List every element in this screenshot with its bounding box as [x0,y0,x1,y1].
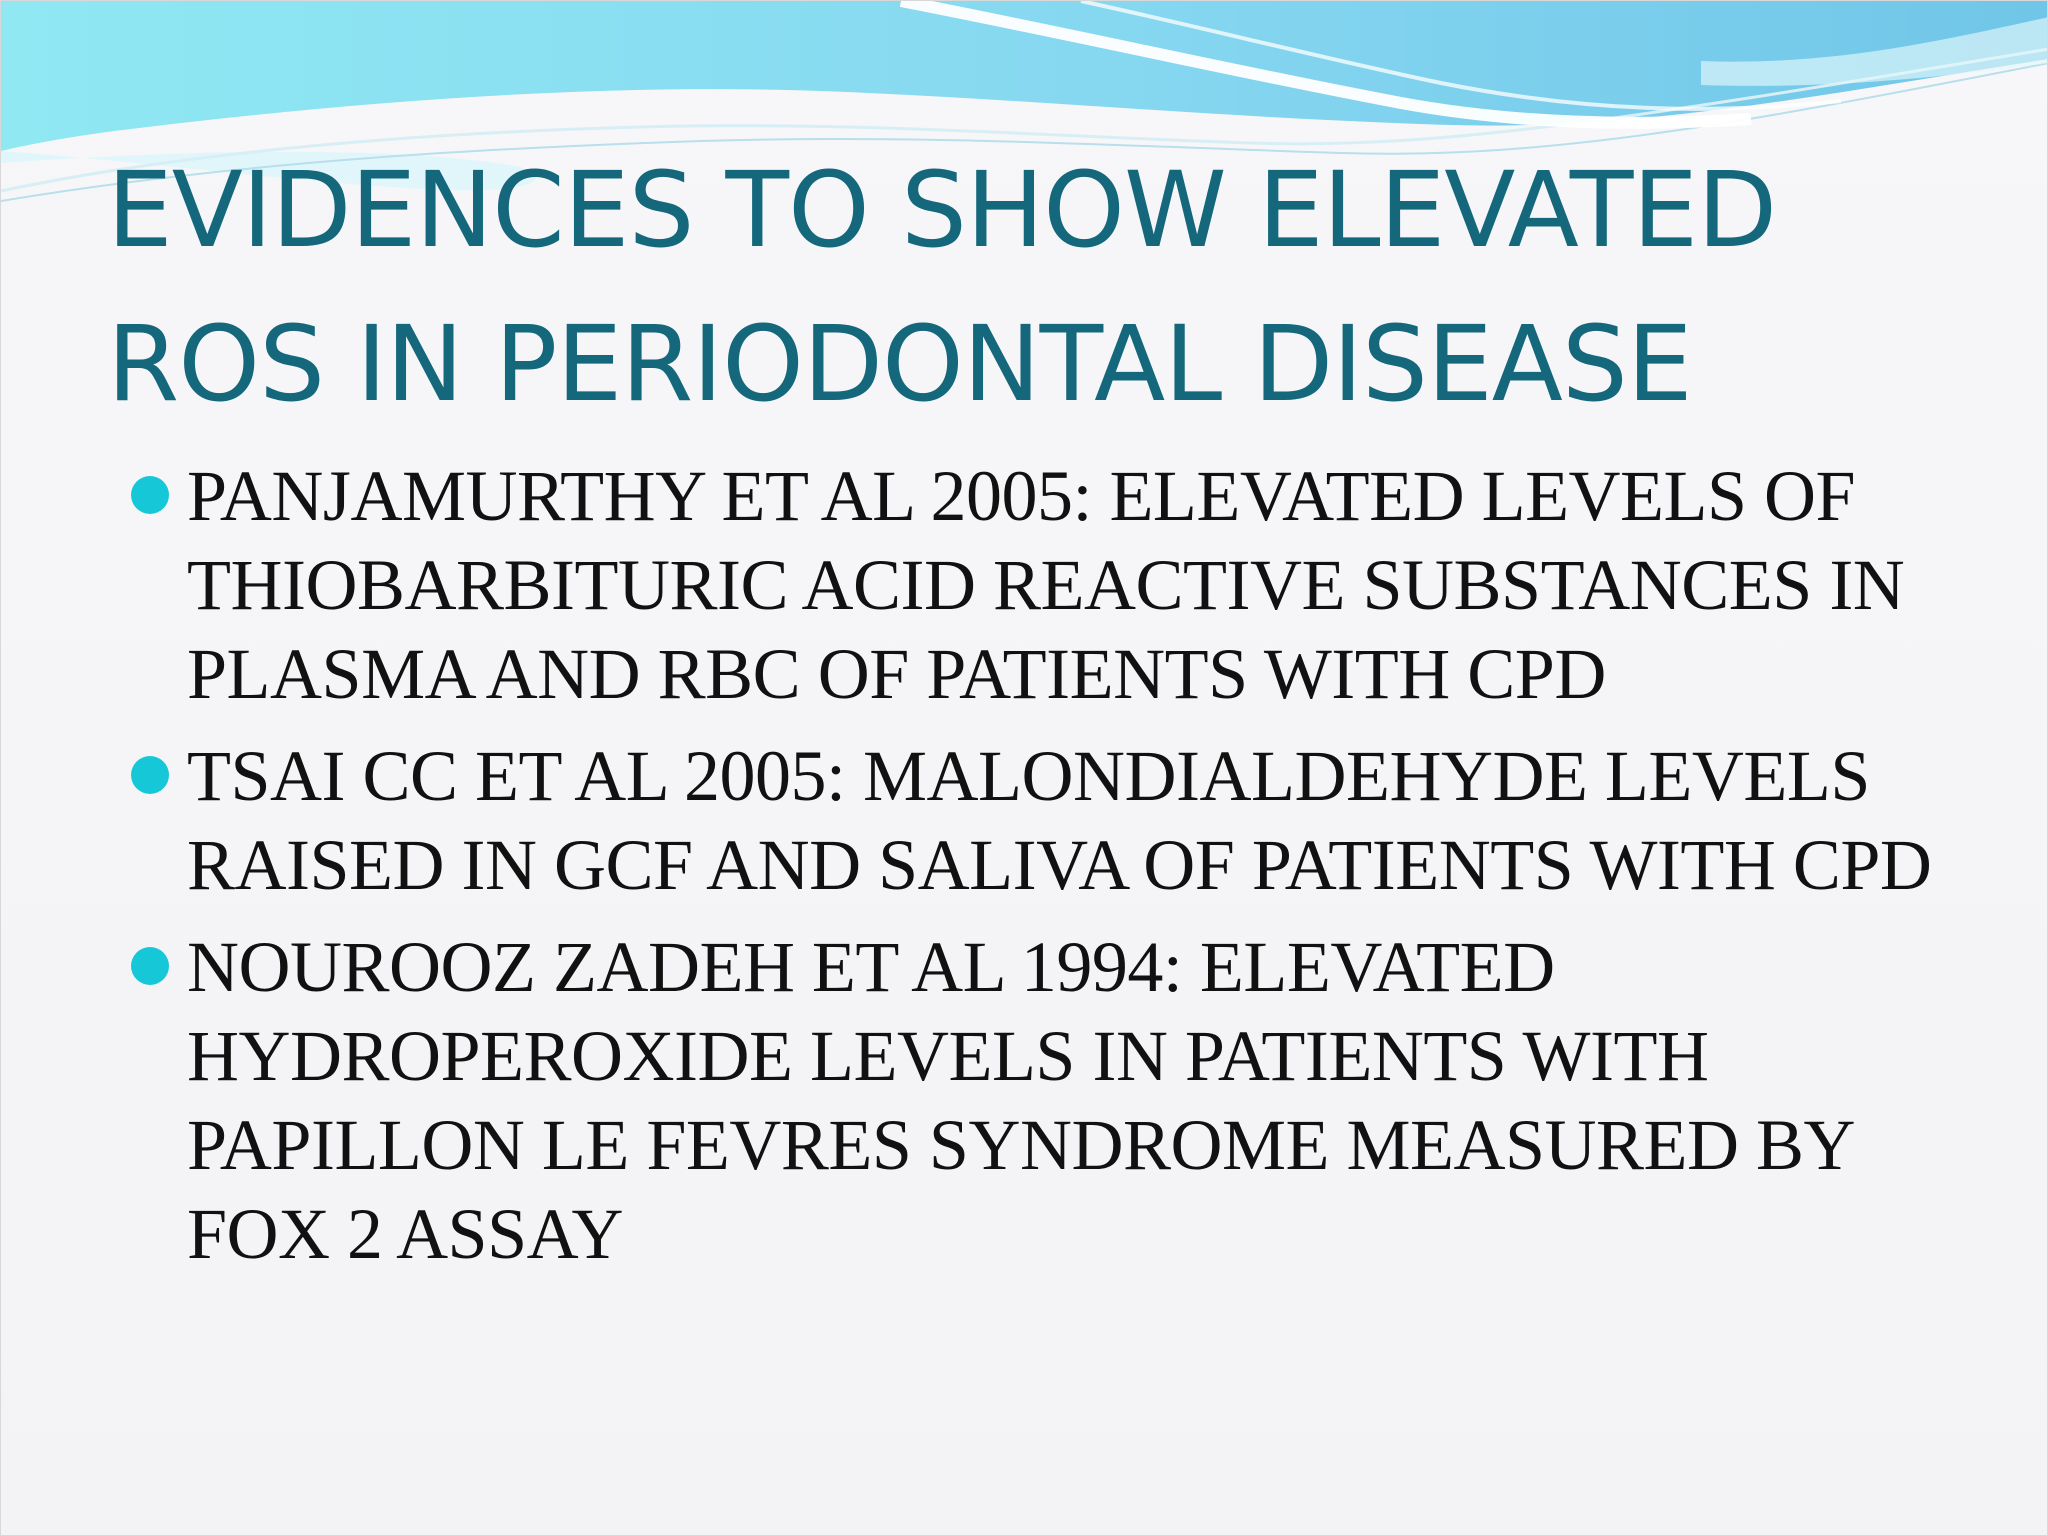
bullet-icon [131,476,169,514]
bullet-text: TSAI CC ET AL 2005: MALONDIALDEHYDE LEVELS RAISED IN GCF AND SALIVA OF PATIENTS WITH CPD [187,736,1932,905]
bullet-item [127,732,2007,910]
bullet-list [127,452,2007,1292]
slide-title: EVIDENCES TO SHOW ELEVATED ROS IN PERIODONTAL DISEASE [107,149,1777,425]
bullet-icon [131,756,169,794]
bullet-icon [131,947,169,985]
bullet-text: PANJAMURTHY ET AL 2005: ELEVATED LEVELS OF THIOBARBITURIC ACID REACTIVE SUBSTANCES IN PLASMA AND RBC OF PATIENTS WITH CPD [187,456,1905,714]
bullet-text: NOUROOZ ZADEH ET AL 1994: ELEVATED HYDROPEROXIDE LEVELS IN PATIENTS WITH PAPILLON LE FEVRES SYNDROME MEASURED BY FOX 2 ASSAY [187,927,1853,1274]
bullet-item [127,452,2007,719]
bullet-item [127,923,2007,1279]
